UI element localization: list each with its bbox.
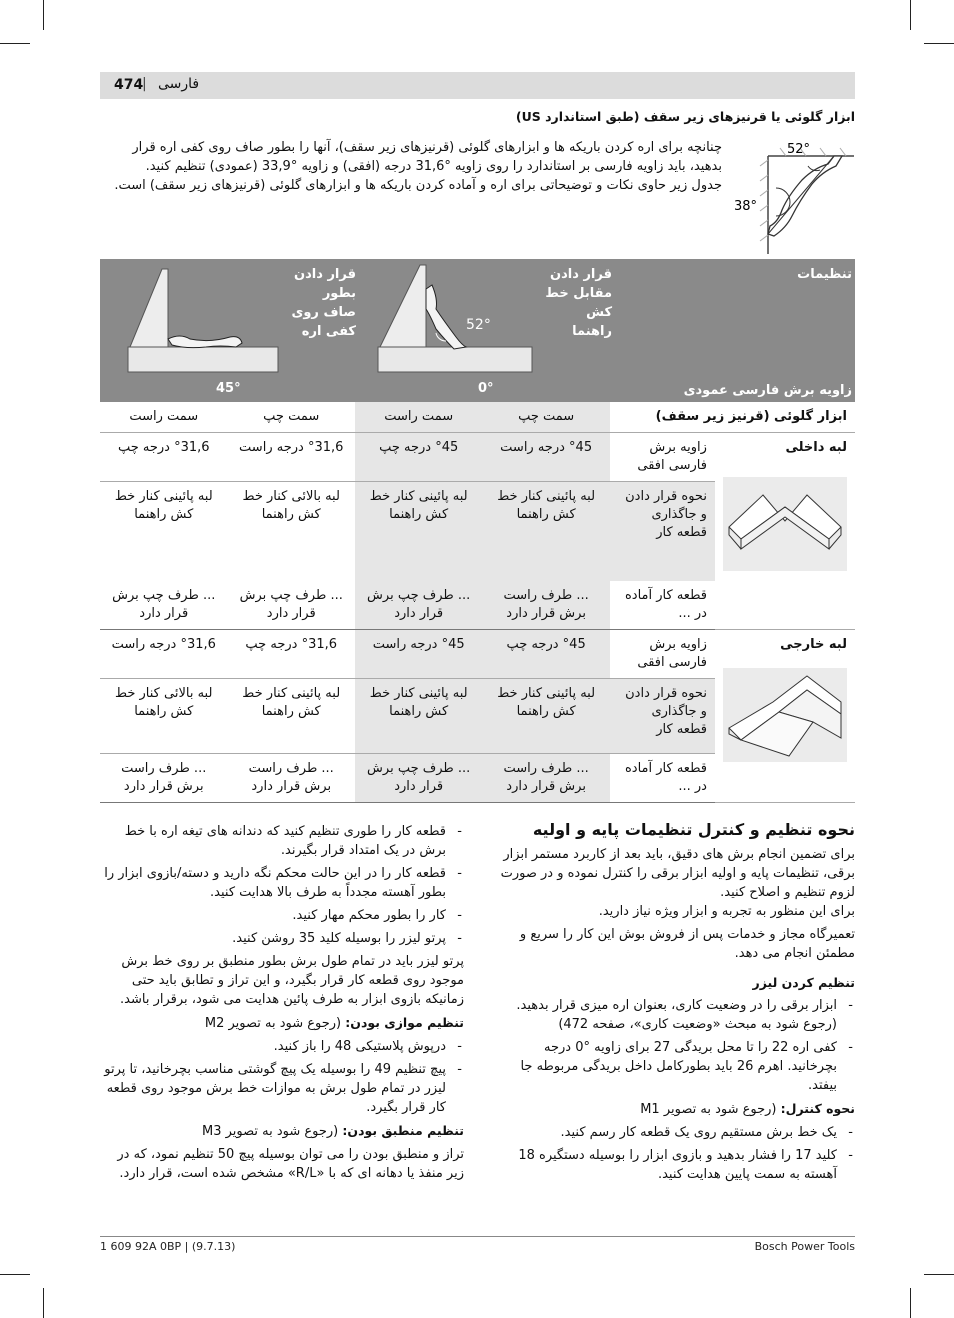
flat-on-table-label: قرار دادن بطور صاف روی کفی اره (291, 267, 356, 339)
inner-place-cell: لبه پائینی کنار خط کش راهنما (482, 482, 609, 582)
sub-heading-check: نحوه کنترل: (780, 1101, 855, 1116)
inner-angle-label: زاویه برش فارسی افقی (610, 433, 715, 482)
outer-ready-cell: ... طرف چپ برش قرار دارد (355, 754, 482, 803)
inner-ready-cell: ... طرف راست برش قرار دارد (482, 581, 609, 630)
inner-angle-cell: °31,6 درجه راست (227, 433, 354, 482)
inner-place-cell: لبه بالائی کنار خط کش راهنما (242, 489, 340, 522)
table-row (100, 433, 855, 482)
crop-mark (910, 0, 911, 30)
list-item: - قطعه کار را در این حالت محکم نگه دارید و دسته/بازوی ابزار را بطور آهسته مجدداً به طرف بالا هدایت کنید. (100, 864, 464, 902)
list-item: - درپوش پلاستیکی 48 را باز کنید. (100, 1037, 464, 1056)
angle-52-label: 52° (787, 142, 811, 157)
outer-place-cell: لبه پائینی کنار خط کش راهنما (355, 679, 482, 754)
crop-mark (0, 43, 30, 44)
list-item: - کفی اره 22 را تا محل بریدگی 27 برای زاویه °0 درجه بچرخانید. اهرم 26 باید بطورکامل داخل بریدگی مربوطه جا بیفتد. (492, 1038, 855, 1095)
settings-heading: تنظیمات (797, 267, 852, 282)
section-title: ابزار گلوئی یا قرنیزهای زیر سقف (طبق استاندارد US) (515, 109, 855, 124)
outer-place-cell: لبه پائینی کنار خط کش راهنما (227, 679, 354, 754)
outer-corner-title: لبه خارجی (780, 637, 847, 652)
footer-brand: Bosch Power Tools (754, 1240, 855, 1253)
figure-angle-52: 52° (466, 317, 491, 333)
inner-angle-cell: °31,6 درجه چپ (100, 433, 227, 482)
flush-heading-row (100, 1121, 464, 1141)
against-fence-label: قرار دادن مقابل خط کش راهنما (545, 267, 612, 339)
outer-corner-illustration (723, 668, 847, 762)
right-para-3: تعمیرگاه مجاز و خدمات پس از فروش بوش این کار را سریع و مطمئن انجام می دهد. (519, 927, 855, 961)
outer-angle-cell: °45 درجه چپ (482, 630, 609, 679)
header-language: فارسی (158, 76, 200, 92)
inner-angle-cell: °45 درجه راست (482, 433, 609, 482)
left-para-2: تراز و منطبق بودن را می توان بوسیله پیچ 50 تنظیم نمود، که در زیر منفذ یا دهانه ای که با «R/L» مشخص شده است، قرار دارد. (117, 1147, 464, 1181)
section-heading: نحوه تنظیم و کنترل تنظیمات پایه و اولیه (532, 820, 855, 839)
inner-ready-cell: ... طرف چپ برش قرار دارد (355, 581, 482, 630)
list-item: - یک خط برش مستقیم روی یک قطعه کار رسم کنید. (492, 1123, 855, 1142)
outer-ready-label: قطعه کار آماده در ... (610, 754, 715, 803)
left-column (100, 822, 464, 1183)
inner-ready-label: قطعه کار آماده در ... (610, 581, 715, 630)
crop-mark (43, 0, 44, 30)
inner-corner-title: لبه داخلی (785, 440, 847, 455)
fence-placement-figure (370, 259, 540, 374)
bevel-angle-label: زاویه برش فارسی عمودی (683, 383, 852, 398)
parallel-heading-row (100, 1013, 464, 1033)
inner-ready-cell: ... طرف چپ برش قرار دارد (227, 581, 354, 630)
inner-corner-cell (715, 433, 855, 630)
check-heading-row (492, 1099, 855, 1119)
outer-angle-cell: °31,6 درجه چپ (227, 630, 354, 679)
crop-mark (924, 43, 954, 44)
figure-ref-m3: (رجوع شود به تصویر M3 (201, 1124, 339, 1139)
intro-para-1: چنانچه برای اره کردن باریکه ها و ابزارهای گلوئی (قرنیزهای زیر سقف)، آنها را بطور صاف روی کفی اره قرار بدهید، باید زاویه فارسی بر استاندارد را روی زاویه °31,6 درجه (افقی) و زاویه °33,9 (عمودی) تنظیم کنید. (132, 140, 722, 174)
angle-0-label: 0° (478, 381, 494, 396)
table-header-label: ابزار گلوئی (قرنیز زیر سقف) (610, 402, 855, 433)
list-item: - ابزار برقی را در وضعیت کاری، بعنوان اره میزی قرار بدهید. (رجوع شود به مبحث «وضعیت کاری»، صفحه 472) (492, 996, 855, 1034)
settings-table (100, 402, 855, 803)
figure-ref-m2: (رجوع شود به تصویر M2 (204, 1016, 342, 1031)
inner-corner-illustration (723, 477, 847, 571)
sub-heading-parallel: تنظیم موازی بودن: (345, 1015, 464, 1030)
settings-figure-box (100, 259, 855, 402)
intro-paragraph (100, 138, 722, 195)
list-item: - کار را بطور محکم مهار کنید. (100, 906, 464, 925)
crop-mark (910, 1288, 911, 1318)
list-item: - پیچ تنظیم 49 را بوسیله یک پیچ گوشتی مناسب بچرخانید، تا پرتو لیزر در تمام طول برش به موازات خط برش موجود روی قطعه کار قرار بگیرد. (100, 1060, 464, 1117)
right-para-2: برای این منظور به تجربه و ابزار ویژه نیاز دارید. (598, 904, 855, 919)
col-left-1: سمت چپ (482, 402, 609, 433)
outer-ready-cell: ... طرف راست برش قرار دارد (100, 754, 227, 803)
angle-38-label: 38° (734, 199, 758, 214)
angle-45-label: 45° (216, 381, 241, 396)
col-right-2: سمت راست (100, 402, 227, 433)
outer-angle-label: زاویه برش فارسی افقی (610, 630, 715, 679)
left-para-1: پرتو لیزر باید در تمام طول برش بطور منطبق بر روی خط برش موجود روی قطعه کار قرار بگیرد، و این تراز و تطابق باید حتی زمانیکه بازوی ابزار به طرف پائین هدایت می شود، برقرار باشد. (120, 954, 464, 1007)
intro-para-2: جدول زیر حاوی نکات و توضیحاتی برای اره و آماده کردن باریکه ها و ابزارهای گلوئی (قرنیزهای زیر سقف) است. (114, 178, 722, 193)
inner-ready-cell: ... طرف چپ برش قرار دارد (100, 581, 227, 630)
outer-angle-cell: °45 درجه راست (355, 630, 482, 679)
outer-angle-cell: °31,6 درجه راست (100, 630, 227, 679)
table-row (100, 630, 855, 679)
figure-ref-m1: (رجوع شود به تصویر M1 (640, 1102, 777, 1117)
table-row (100, 402, 855, 433)
footer-doc-code: 1 609 92A 0BP | (9.7.13) (100, 1240, 236, 1253)
flat-placement-figure (120, 259, 290, 374)
right-para-1: برای تضمین انجام برش های دقیق، باید بعد از کاربرد مستمر ابزار برقی، تنظیمات پایه و اولیه ابزار برقی را کنترل نموده و در صورت لزوم تنظیم و اصلاح کنید. (500, 847, 855, 900)
outer-place-label: نحوه قرار دادن و جاگذاری قطعه کار (610, 679, 715, 754)
outer-ready-cell: ... طرف راست برش قرار دارد (482, 754, 609, 803)
sub-heading-flush: تنظیم منطبق بودن: (342, 1123, 464, 1138)
outer-ready-cell: ... طرف راست برش قرار دارد (227, 754, 354, 803)
crop-mark (43, 1288, 44, 1318)
crop-mark (924, 1274, 954, 1275)
page-header (100, 72, 855, 99)
list-item: - کلید 17 را فشار بدهید و بازوی ابزار را بوسیله دستگیره 18 آهسته به سمت پایین هدایت کنید. (492, 1146, 855, 1184)
col-right-1: سمت راست (355, 402, 482, 433)
inner-place-label: نحوه قرار دادن و جاگذاری قطعه کار (610, 482, 715, 582)
inner-place-cell: لبه پائینی کنار خط کش راهنما (114, 489, 213, 522)
inner-angle-cell: °45 درجه چپ (355, 433, 482, 482)
outer-place-cell: لبه پائینی کنار خط کش راهنما (482, 679, 609, 754)
col-left-2: سمت چپ (227, 402, 354, 433)
header-separator: | (142, 76, 147, 92)
page-number: 474 (114, 77, 144, 93)
outer-corner-cell (715, 630, 855, 803)
sub-heading-laser: تنظیم کردن لیزر (752, 975, 855, 990)
inner-place-cell: لبه پائینی کنار خط کش راهنما (355, 482, 482, 582)
cornice-angle-figure (730, 136, 855, 256)
footer-rule (100, 1236, 855, 1237)
crop-mark (0, 1274, 30, 1275)
outer-place-cell: لبه بالائی کنار خط کش راهنما (100, 679, 227, 754)
list-item: - قطعه کار را طوری تنظیم کنید که دندانه های تیغه اره با خط برش در یک امتداد قرار بگیرند. (100, 822, 464, 860)
list-item: - پرتو لیزر را بوسیله کلید 35 روشن کنید. (100, 929, 464, 948)
right-column (492, 820, 855, 1184)
